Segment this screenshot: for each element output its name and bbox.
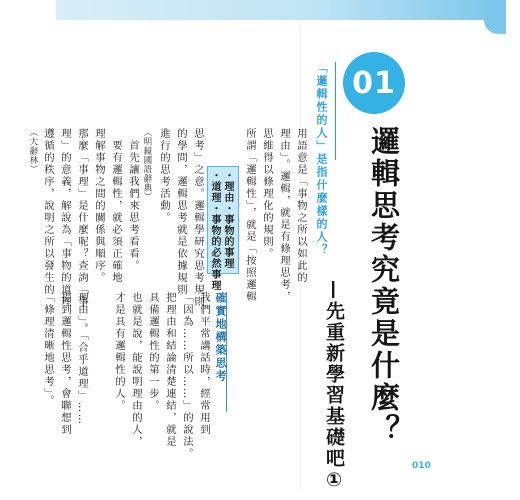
body-column: 的學問，邏輯思考就是依據規則	[175, 128, 187, 296]
body-column: 理解事物之間的關係與順序。	[93, 128, 105, 284]
top-band-corner	[484, 0, 506, 34]
body-column: 提到邏輯性思考，會聯想到	[59, 292, 71, 436]
body-column: 要有邏輯性，就必須正確地	[110, 128, 122, 284]
top-decorative-band	[56, 0, 496, 20]
body-column: 具備邏輯性的第一步。	[147, 292, 159, 412]
highlight-line: ・理由・事物的事理	[222, 170, 233, 269]
chapter-number-badge	[343, 52, 405, 114]
body-column: 「條理清晰地思考」。	[42, 292, 54, 407]
chapter-title: 邏輯思考究竟是什麼？	[367, 126, 401, 446]
dictionary-note: （大辭林）	[29, 128, 39, 174]
body-column: 思考」之意。邏輯學研究思考規則	[192, 128, 204, 308]
body-column: 思維得以條理化的規則。	[261, 128, 273, 260]
page-number: 010	[412, 461, 431, 471]
body-column: 才是具有邏輯性的人。	[113, 292, 125, 412]
body-column: 所謂「邏輯性」，就是「按照邏輯	[244, 128, 256, 303]
body-column: 理由」。「合乎道理」……	[76, 292, 88, 426]
chapter-subtitle: —先重新學習基礎吧①	[323, 280, 345, 493]
body-column: 理由」。邏輯，就是有條理思考，	[278, 128, 290, 303]
body-column: 用語意是「事物之所以如此的	[295, 128, 307, 284]
body-column: 把理由和結論清楚連結，就是	[164, 292, 176, 448]
body-column: 首先讓我們來思考看看。	[127, 128, 139, 272]
body-column: 也就是說，能說明理由的人，	[130, 292, 142, 448]
body-column: 進行的思考活動。	[158, 128, 170, 224]
highlight-line: ・道理・事物的必然事理	[209, 170, 220, 291]
chapter-number: 01	[352, 65, 396, 101]
body-column: 那麼「事理」是什麼呢？查詢「事	[76, 128, 88, 308]
side-note-question: 「邏輯性的人」是指什麼樣的人？	[315, 62, 328, 257]
dictionary-note: （明鏡國語辭典）	[143, 128, 153, 202]
body-column: 理」的意義，解說為「事物的道理	[59, 128, 71, 308]
body-column: 遵循的秩序，說明之所以發生的	[42, 128, 54, 296]
side-note-bar	[335, 62, 336, 160]
section-heading: 確實地構築思考	[214, 292, 227, 383]
body-column: 「因為……所以……」的說法。	[181, 292, 193, 460]
body-column: 我們平常講話時，經常用到	[198, 292, 210, 436]
